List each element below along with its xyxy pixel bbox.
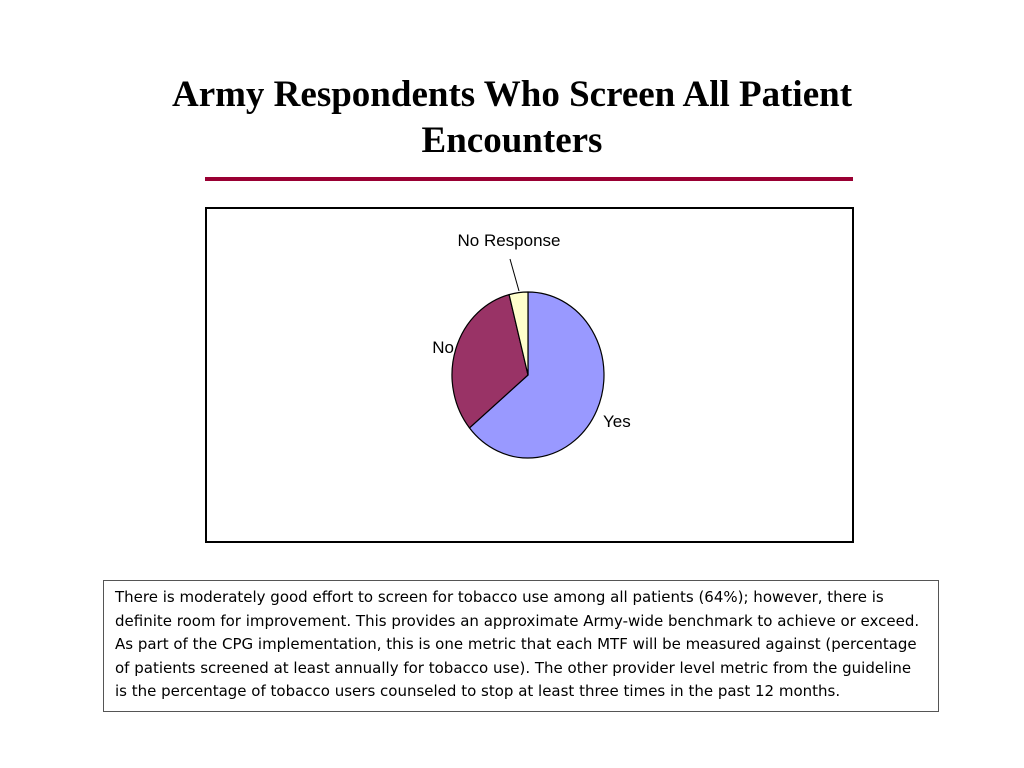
pie-chart [207, 209, 852, 541]
summary-note-text: There is moderately good effort to screen for tobacco use among all patients (64%); however, there is definite room for improvement. This provides an approximate Army-wide benchmark to achieve or exceed. As part of the CPG implementation, this is one metric that each MTF will be measured against (percentage of patients screened at least annually for tobacco use). The other provider level metric from the guideline is the percentage of tobacco users counseled to stop at least three times in the past 12 months. [115, 588, 920, 701]
pie-slices [452, 292, 604, 458]
pie-label-yes: Yes [603, 412, 631, 431]
title-divider [205, 177, 853, 181]
pie-label-no: No [432, 338, 454, 357]
pie-chart-frame [205, 207, 854, 543]
pie-label-no-response: No Response [457, 231, 561, 250]
no-response-leader-line [510, 259, 519, 291]
slide-title-line-2: Encounters [421, 120, 603, 161]
slide-title-line-1: Army Respondents Who Screen All Patient [171, 74, 853, 115]
summary-note-box [103, 580, 939, 712]
slide-title [112, 72, 912, 164]
